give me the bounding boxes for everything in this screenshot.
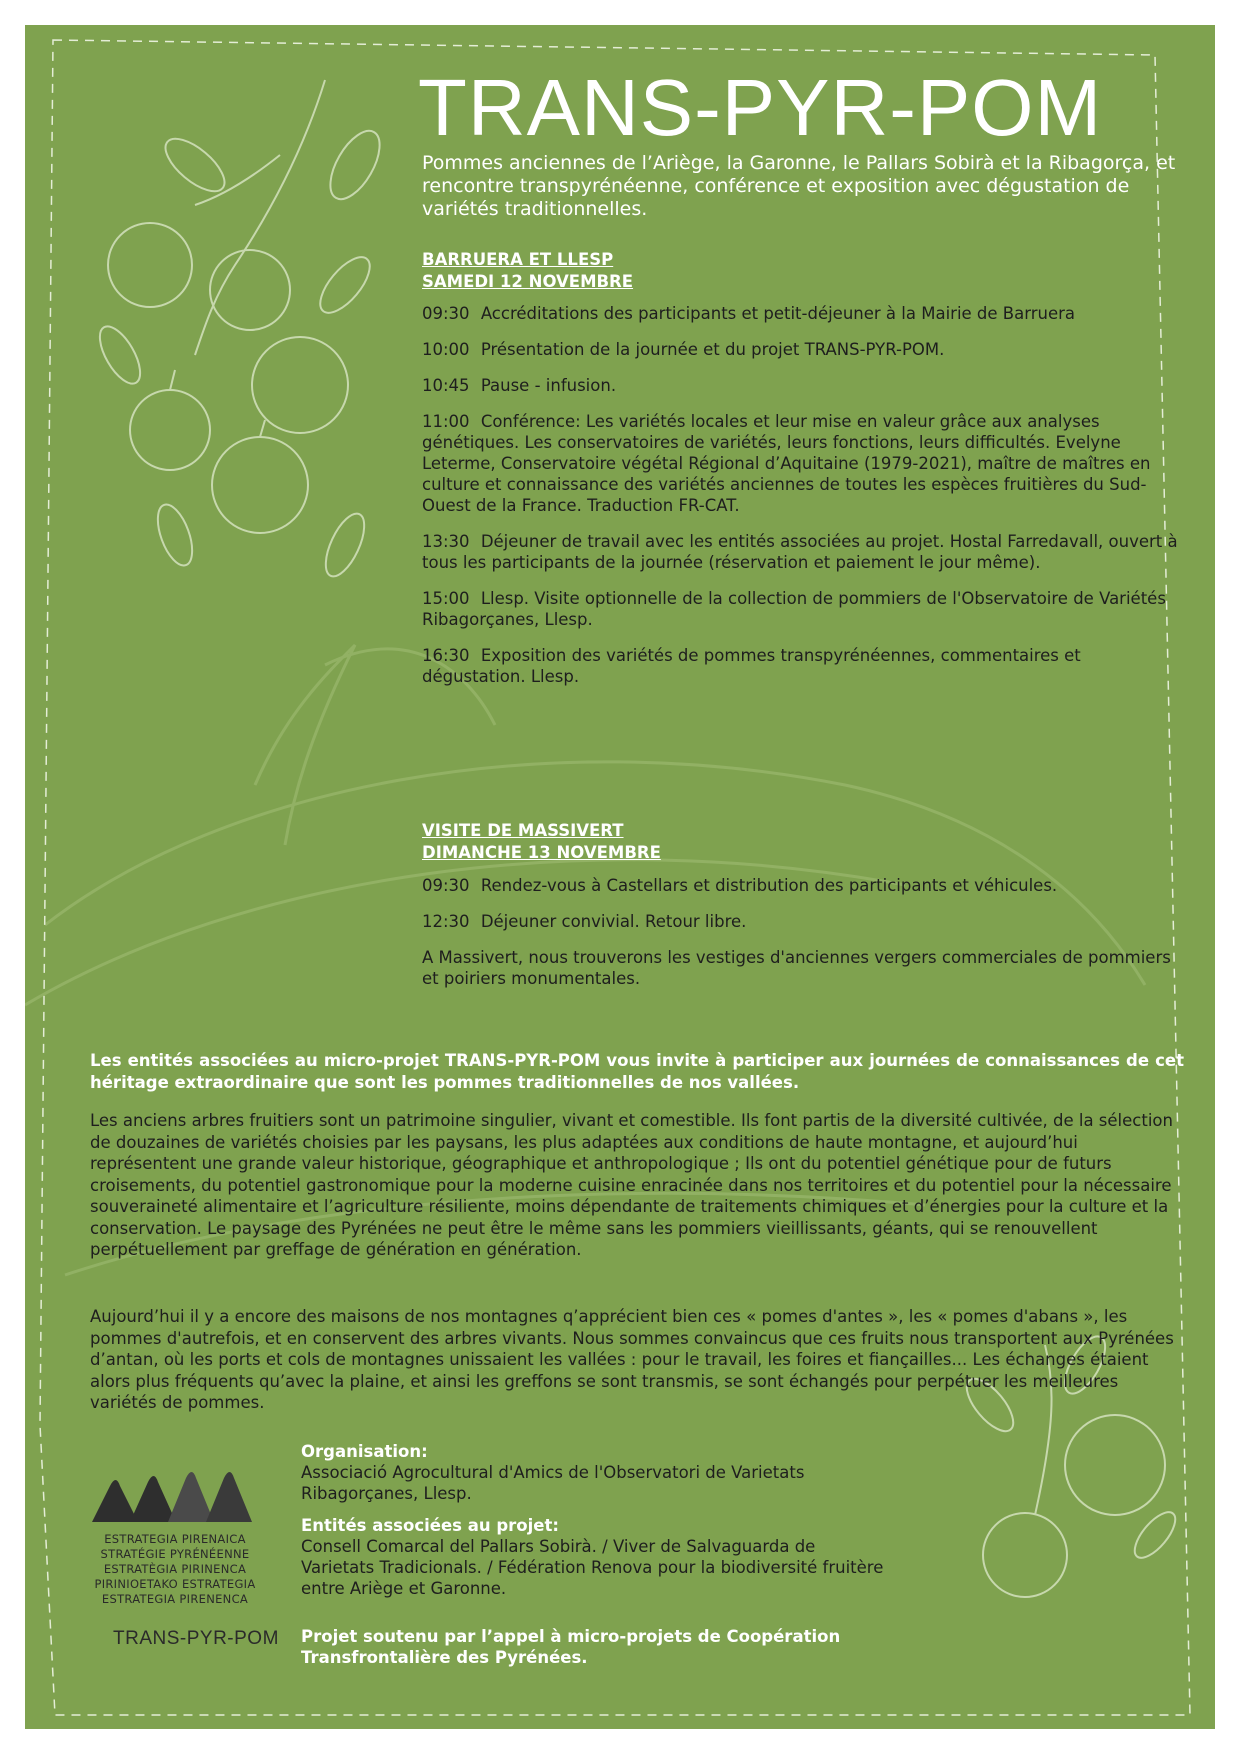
leaf-6: [151, 500, 199, 570]
day1-place: BARRUERA ET LLESP: [422, 250, 614, 269]
subtitle: Pommes anciennes de l’Ariège, la Garonne, le Pallars Sobirà et la Ribagorça, et rencontre transpyrénéenne, conférence et exposition avec dégustation de variétés traditionnelles.: [422, 152, 1176, 220]
apple-2: [210, 250, 290, 330]
poster: [25, 25, 1215, 1729]
apple-4: [130, 390, 210, 470]
event-time: 16:30: [422, 646, 470, 665]
leaf-4: [92, 320, 148, 389]
event-time: 11:00: [422, 412, 470, 431]
event-time: 10:00: [422, 340, 470, 359]
day1-date: SAMEDI 12 NOVEMBRE: [422, 272, 634, 291]
event-time: 15:00: [422, 589, 470, 608]
schedule-item: [422, 531, 1182, 573]
logo-line: ESTRATEGIA PIRENAICA: [104, 1532, 246, 1546]
organisation-text: Associació Agrocultural d'Amics de l'Observatori de Varietats Ribagorçanes, Llesp.: [301, 1463, 805, 1503]
intro-paragraph: Les entités associées au micro-projet TRANS-PYR-POM vous invite à participer aux journées de connaissances de cet héritage extraordinaire que sont les pommes traditionnelles de nos vallées.: [90, 1051, 1184, 1092]
logo-title: TRANS-PYR-POM: [113, 1628, 279, 1649]
event-text: Accréditations des participants et petit-déjeuner à la Mairie de Barruera: [480, 304, 1076, 323]
event-text: Conférence: Les variétés locales et leur mise en valeur grâce aux analyses génétiques. Les conservatoires de variétés, leurs fonctions, leurs difficultés. Evelyne Leterme, Conservatoire végétal Régional d’Aquitaine (1979-2021), maître de maîtres en culture et connaissance des variétés anciennes de toutes les espèces fruitières du Sud-Ouest de la France. Traduction FR-CAT.: [422, 412, 1151, 515]
event-text: Déjeuner convivial. Retour libre.: [480, 912, 747, 931]
apple-3: [252, 337, 348, 433]
apple-5: [212, 437, 308, 533]
schedule-item: [422, 645, 1182, 687]
logo-line: STRATÉGIE PYRÉNÉENNE: [100, 1547, 250, 1561]
apple-1: [108, 223, 192, 307]
event-time: 09:30: [422, 876, 470, 895]
partners-text: Consell Comarcal del Pallars Sobirà. / Viver de Salvaguarda de Varietats Tradicionals. / Fédération Renova pour la biodiversité fruitère entre Ariège et Garonne.: [301, 1537, 884, 1598]
leaf-3: [312, 249, 379, 320]
event-text: Llesp. Visite optionnelle de la collection de pommiers de l'Observatoire de Variétés Ribagorçanes, Llesp.: [422, 589, 1166, 629]
event-time: 10:45: [422, 376, 470, 395]
event-time: 12:30: [422, 912, 470, 931]
page-title: TRANS-PYR-POM: [418, 63, 1103, 152]
body-paragraph-1: Les anciens arbres fruitiers sont un patrimoine singulier, vivant et comestible. Ils font partis de la diversité cultivée, de la sélection de douzaines de variétés choisies par les paysans, les plus adaptées aux conditions de haute montagne, et aujourd’hui représentent une grande valeur historique, géographique et anthropologique ; Ils ont du potentiel génétique pour de futurs croisements, du potentiel gastronomique pour la moderne cuisine enracinée dans nos territoires et du potentiel pour la nécessaire souveraineté alimentaire et l’agriculture résiliente, moins dépendante de traitements chimiques et d’énergies pour la culture et la conservation. Le paysage des Pyrénées ne peut être le même sans les pommiers vieillissants, géants, qui se renouvellent perpétuellement par greffage de génération en génération.: [90, 1111, 1173, 1259]
event-text: Présentation de la journée et du projet TRANS-PYR-POM.: [480, 340, 945, 359]
logo-text: [70, 1532, 280, 1607]
event-text: Exposition des variétés de pommes transpyrénéennes, commentaires et dégustation. Llesp.: [422, 646, 1081, 686]
schedule-item: [422, 875, 1182, 896]
day2-date: DIMANCHE 13 NOVEMBRE: [422, 843, 661, 862]
schedule-item: [422, 375, 1182, 396]
leaf-2: [157, 130, 233, 201]
event-time: 09:30: [422, 304, 470, 323]
day1-schedule: [422, 303, 1182, 702]
event-time: 13:30: [422, 532, 470, 551]
schedule-item: [422, 588, 1182, 630]
day2-heading: [422, 820, 661, 864]
schedule-item: [422, 339, 1182, 360]
event-text: Déjeuner de travail avec les entités associées au projet. Hostal Farredavall, ouvert à tous les participants de la journée (réservation et paiement le jour même).: [422, 532, 1178, 572]
day2-note: A Massivert, nous trouverons les vestiges d'anciennes vergers commerciales de pommiers et poiriers monumentales.: [422, 948, 1171, 988]
leaf-1: [320, 123, 389, 207]
leaf-5: [318, 508, 372, 581]
schedule-item: [422, 303, 1182, 324]
schedule-item: [422, 411, 1182, 516]
logo-mountains-icon: [90, 1464, 260, 1524]
day1-heading: [422, 249, 633, 293]
logo-line: PIRINIOETAKO ESTRATEGIA: [94, 1577, 256, 1591]
organisation-label: Organisation:: [301, 1442, 428, 1461]
support-text: Projet soutenu par l’appel à micro-projets de Coopération Transfrontalière des Pyrénées.: [301, 1627, 841, 1667]
event-text: Rendez-vous à Castellars et distribution des participants et véhicules.: [480, 876, 1058, 895]
branch-drawing: [92, 80, 390, 582]
day2-schedule: [422, 875, 1182, 1004]
logo-line: ESTRATEGIA PIRENENCA: [101, 1592, 249, 1606]
schedule-item: [422, 911, 1182, 932]
day2-place: VISITE DE MASSIVERT: [422, 821, 624, 840]
partners-label: Entités associées au projet:: [301, 1516, 559, 1535]
logo-line: ESTRATÈGIA PIRINENCA: [103, 1562, 247, 1576]
event-text: Pause - infusion.: [480, 376, 617, 395]
body-paragraph-2: Aujourd’hui il y a encore des maisons de nos montagnes q’apprécient bien ces « pomes d'antes », les « pomes d'abans », les pommes d'autrefois, et en conservent des arbres vivants. Nous sommes convaincus que ces fruits nous transportent aux Pyrénées d’antan, où les ports et cols de montagnes unissaient les vallées : pour le travail, les foires et fiançailles... Les échanges étaient alors plus fréquents qu’avec la plaine, et ainsi les greffons se sont transmis, se sont échangés pour perpétuer les meilleures variétés de pommes.: [90, 1307, 1174, 1412]
